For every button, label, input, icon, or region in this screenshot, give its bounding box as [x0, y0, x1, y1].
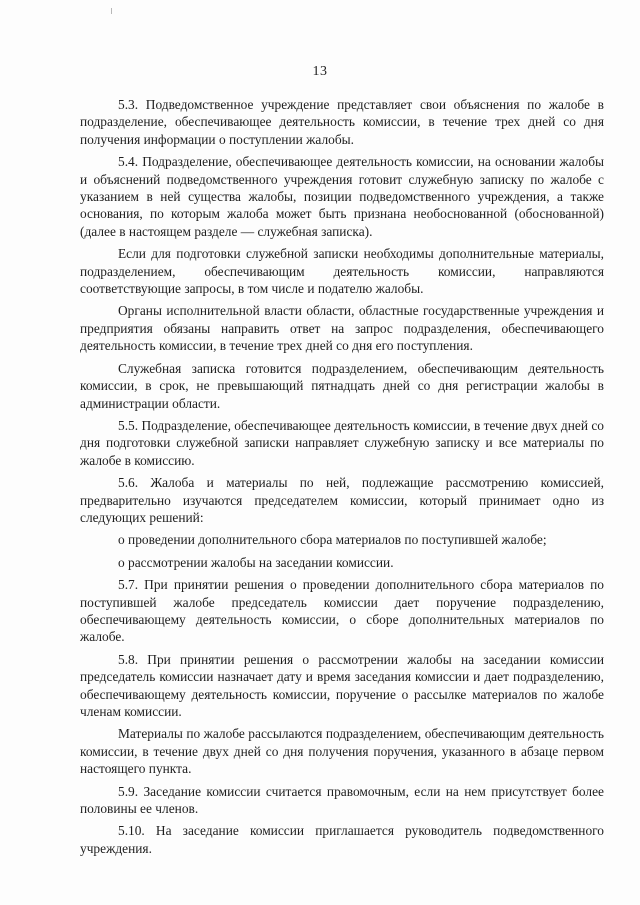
- paragraph-materials-distribution: Материалы по жалобе рассылаются подразделением, обеспечивающим деятельность комиссии, в течение двух дней со дня получения поручения, указанного в абзаце первом настоящего пункта.: [80, 726, 604, 777]
- paragraph-5-3: 5.3. Подведомственное учреждение представляет свои объяснения по жалобе в подразделение, обеспечивающее деятельность комиссии, в течение трех дней со дня получения информации о поступлении жалобы.: [80, 97, 604, 147]
- paragraph-5-6: 5.6. Жалоба и материалы по ней, подлежащие рассмотрению комиссией, предварительно изучаются председателем комиссии, который принимает одно из следующих решений:: [80, 475, 604, 525]
- paragraph-5-10: 5.10. На заседание комиссии приглашается руководитель подведомственного учреждения.: [80, 823, 604, 856]
- paragraph-5-8: 5.8. При принятии решения о рассмотрении жалобы на заседании комиссии председатель комиссии назначает дату и время заседания комиссии и дает подразделению, обеспечивающему деятельность комиссии, поручение о рассылке материалов по жалобе членам комиссии.: [80, 651, 604, 719]
- paragraph-decision-additional-collection: о проведении дополнительного сбора материалов по поступившей жалобе;: [118, 532, 547, 548]
- paragraph-decision-meeting: о рассмотрении жалобы на заседании комиссии.: [118, 554, 394, 570]
- paragraph-5-4: 5.4. Подразделение, обеспечивающее деятельность комиссии, на основании жалобы и объяснений подведомственного учреждения готовит служебную записку по жалобе с указанием в ней существа жалобы, позиции подведомственного учреждения, а также основания, по которым жалоба может быть признана необоснованной (обоснованной) (далее в настоящем разделе — служебная записка).: [80, 154, 604, 239]
- document-body: [80, 96, 604, 862]
- scan-artifact-mark: [111, 8, 112, 14]
- paragraph-5-5: 5.5. Подразделение, обеспечивающее деятельность комиссии, в течение двух дней со дня подготовки служебной записки направляет служебную записку и все материалы по жалобе в комиссию.: [80, 417, 604, 468]
- paragraph-5-9: 5.9. Заседание комиссии считается правомочным, если на нем присутствует более половины ее членов.: [80, 783, 604, 817]
- page-number: 13: [312, 64, 328, 79]
- paragraph-memo-deadline: Служебная записка готовится подразделением, обеспечивающим деятельность комиссии, в срок, не превышающий пятнадцать дней со дня регистрации жалобы в администрации области.: [80, 360, 604, 411]
- paragraph-additional-materials: Если для подготовки служебной записки необходимы дополнительные материалы, подразделением, обеспечивающим деятельность комиссии, направляются соответствующие запросы, в том числе и подателю жалобы.: [80, 246, 604, 297]
- paragraph-executive-bodies: Органы исполнительной власти области, областные государственные учреждения и предприятия обязаны направить ответ на запрос подразделения, обеспечивающего деятельность комиссии, в течение трех дней со дня его поступления.: [80, 303, 604, 354]
- paragraph-5-7: 5.7. При принятии решения о проведении дополнительного сбора материалов по поступившей жалобе председатель комиссии дает поручение подразделению, обеспечивающему деятельность комиссии, о сборе дополнительных материалов по жалобе.: [80, 577, 604, 645]
